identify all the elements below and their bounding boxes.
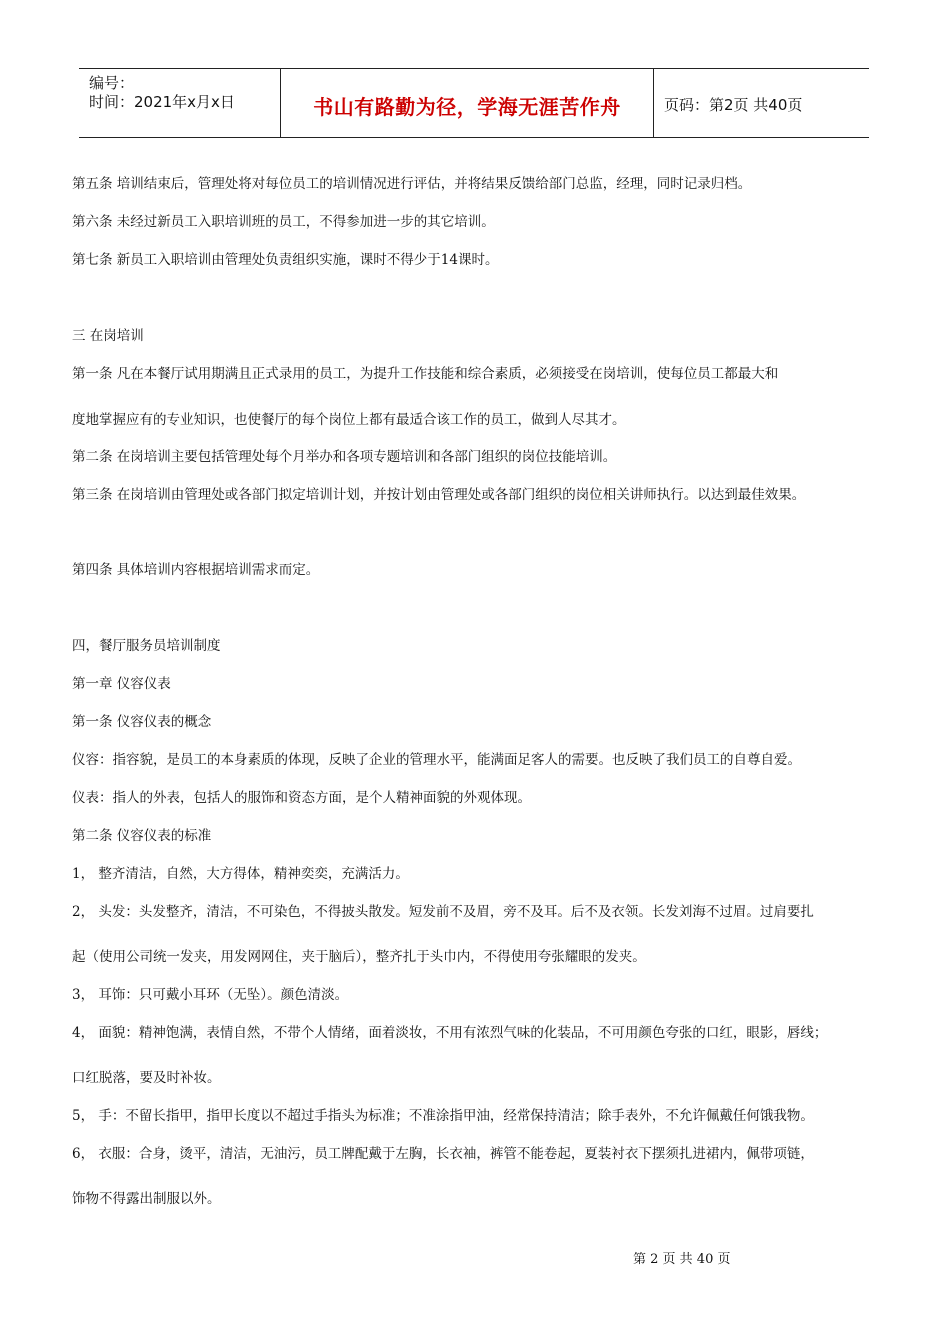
document-number-label: 编号：: [89, 74, 135, 92]
header-page-code: 页码：第2页 共40页: [664, 96, 803, 114]
list-item-continuation: 口红脱落，要及时补妆。: [72, 1070, 221, 1086]
header-page-cell: [654, 69, 869, 137]
body-line: 第一条 凡在本餐厅试用期满且正式录用的员工，为提升工作技能和综合素质，必须接受在岗培训，使每位员工都最大和: [72, 366, 779, 382]
body-line: 第一条 仪容仪表的概念: [72, 714, 212, 730]
chapter-heading: 第一章 仪容仪表: [72, 676, 171, 692]
list-item: 2， 头发：头发整齐，清洁，不可染色，不得披头散发。短发前不及眉，旁不及耳。后不及衣领。长发刘海不过眉。过肩要扎: [72, 904, 814, 920]
header-motto-cell: [281, 69, 654, 137]
body-line: 第二条 仪容仪表的标准: [72, 828, 212, 844]
list-item: 5， 手：不留长指甲，指甲长度以不超过手指头为标准；不准涂指甲油，经常保持清洁；除手表外，不允许佩戴任何饿我物。: [72, 1108, 814, 1124]
header-meta-cell: [79, 69, 281, 137]
body-line: 第五条 培训结束后，管理处将对每位员工的培训情况进行评估，并将结果反馈给部门总监，经理，同时记录归档。: [72, 176, 752, 192]
body-line: 度地掌握应有的专业知识，也使餐厅的每个岗位上都有最适合该工作的员工，做到人尽其才。: [72, 412, 626, 428]
list-item: 4， 面貌：精神饱满，表情自然，不带个人情绪，面着淡妆，不用有浓烈气味的化装品，不可用颜色夸张的口红，眼影，唇线；: [72, 1025, 828, 1041]
list-item: 6， 衣服：合身，烫平，清洁，无油污，员工牌配戴于左胸，长衣袖，裤管不能卷起，夏装衬衣下摆须扎进裙内，佩带项链，: [72, 1146, 814, 1162]
list-item-continuation: 饰物不得露出制服以外。: [72, 1191, 221, 1207]
body-line: 第三条 在岗培训由管理处或各部门拟定培训计划，并按计划由管理处或各部门组织的岗位相关讲师执行。以达到最佳效果。: [72, 487, 806, 503]
section-heading: 三 在岗培训: [72, 328, 144, 344]
body-line: 仪表：指人的外表，包括人的服饰和资态方面，是个人精神面貌的外观体现。: [72, 790, 531, 806]
header-table: [79, 68, 869, 138]
section-heading: 四，餐厅服务员培训制度: [72, 638, 221, 654]
page-footer: 第 2 页 共 40 页: [633, 1252, 731, 1267]
body-line: 第七条 新员工入职培训由管理处负责组织实施，课时不得少于14课时。: [72, 252, 499, 268]
list-item: 3， 耳饰：只可戴小耳环（无坠）。颜色清淡。: [72, 987, 349, 1003]
document-date-label: 时间：2021年x月x日: [89, 93, 235, 111]
list-item: 1， 整齐清洁，自然，大方得体，精神奕奕，充满活力。: [72, 866, 409, 882]
list-item-continuation: 起（使用公司统一发夹，用发网网住，夹于脑后），整齐扎于头巾内，不得使用夸张耀眼的发夹。: [72, 949, 646, 965]
body-line: 仪容：指容貌，是员工的本身素质的体现，反映了企业的管理水平，能满面足客人的需要。也反映了我们员工的自尊自爱。: [72, 752, 801, 768]
body-line: 第六条 未经过新员工入职培训班的员工，不得参加进一步的其它培训。: [72, 214, 495, 230]
body-line: 第二条 在岗培训主要包括管理处每个月举办和各项专题培训和各部门组织的岗位技能培训。: [72, 449, 617, 465]
header-motto: 书山有路勤为径，学海无涯苦作舟: [313, 95, 621, 119]
body-line: 第四条 具体培训内容根据培训需求而定。: [72, 562, 320, 578]
